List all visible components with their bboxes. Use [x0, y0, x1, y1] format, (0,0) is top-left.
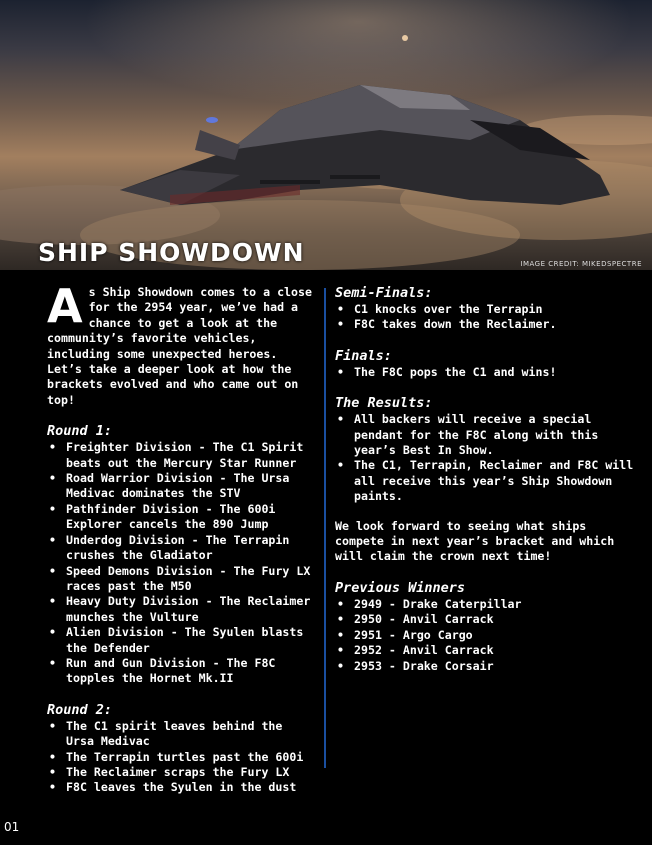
round2-list — [47, 719, 317, 796]
drop-cap: A — [47, 279, 83, 333]
list-item: • Road Warrior Division - The Ursa Medivac dominates the STV — [47, 471, 317, 502]
results-list — [335, 412, 635, 504]
list-item: • The C1 spirit leaves behind the Ursa Medivac — [47, 719, 317, 750]
list-item: • Freighter Division - The C1 Spirit beats out the Mercury Star Runner — [47, 440, 317, 471]
list-item: • The Reclaimer scraps the Fury LX — [47, 765, 317, 780]
list-item: • Underdog Division - The Terrapin crushes the Gladiator — [47, 533, 317, 564]
list-item: • 2950 - Anvil Carrack — [335, 612, 635, 627]
list-item: • The F8C pops the C1 and wins! — [335, 365, 635, 380]
list-item: • Pathfinder Division - The 600i Explorer cancels the 890 Jump — [47, 502, 317, 533]
previous-winners-heading: Previous Winners — [335, 579, 466, 596]
finals-list — [335, 365, 635, 380]
closing-paragraph: We look forward to seeing what ships compete in next year’s bracket and which will claim the crown next time! — [335, 518, 615, 564]
hero-image — [0, 0, 652, 270]
finals-heading: Finals: — [335, 347, 392, 364]
left-column — [47, 279, 317, 796]
list-item: • 2952 - Anvil Carrack — [335, 643, 635, 658]
right-column — [335, 285, 635, 674]
page-number: 01 — [4, 820, 20, 834]
list-item: • 2949 - Drake Caterpillar — [335, 597, 635, 612]
list-item: • 2953 - Drake Corsair — [335, 659, 635, 674]
intro-text: s Ship Showdown comes to a close for the 2954 year, we’ve had a chance to get a look at the community’s favorite vehicles, including some unexpected heroes. Let’s take a deeper look at how the brackets evolved and who came out on top! — [47, 285, 312, 407]
list-item: • The C1, Terrapin, Reclaimer and F8C will all receive this year’s Ship Showdown paints. — [335, 458, 635, 504]
list-item: • The Terrapin turtles past the 600i — [47, 750, 317, 765]
round1-list — [47, 440, 317, 687]
list-item: • Heavy Duty Division - The Reclaimer munches the Vulture — [47, 594, 317, 625]
round1-heading: Round 1: — [47, 423, 113, 440]
results-heading: The Results: — [335, 395, 433, 412]
list-item: • Run and Gun Division - The F8C topples the Hornet Mk.II — [47, 656, 317, 687]
semifinals-list — [335, 302, 635, 333]
list-item: • Alien Division - The Syulen blasts the Defender — [47, 625, 317, 656]
list-item: • 2951 - Argo Cargo — [335, 628, 635, 643]
column-divider — [324, 288, 326, 768]
list-item: • F8C takes down the Reclaimer. — [335, 317, 635, 332]
image-credit: IMAGE CREDIT: MIKEDSPECTRE — [520, 260, 642, 268]
list-item: • All backers will receive a special pendant for the F8C along with this year’s Best In Show. — [335, 412, 635, 458]
list-item: • Speed Demons Division - The Fury LX races past the M50 — [47, 564, 317, 595]
list-item: • C1 knocks over the Terrapin — [335, 302, 635, 317]
previous-winners-list — [335, 597, 635, 674]
semifinals-heading: Semi-Finals: — [335, 285, 433, 301]
intro-paragraph — [47, 279, 317, 408]
list-item: • F8C leaves the Syulen in the dust — [47, 780, 317, 795]
spaceship-illustration — [0, 0, 652, 270]
round2-heading: Round 2: — [47, 701, 113, 718]
page-title: SHIP SHOWDOWN — [38, 238, 305, 267]
